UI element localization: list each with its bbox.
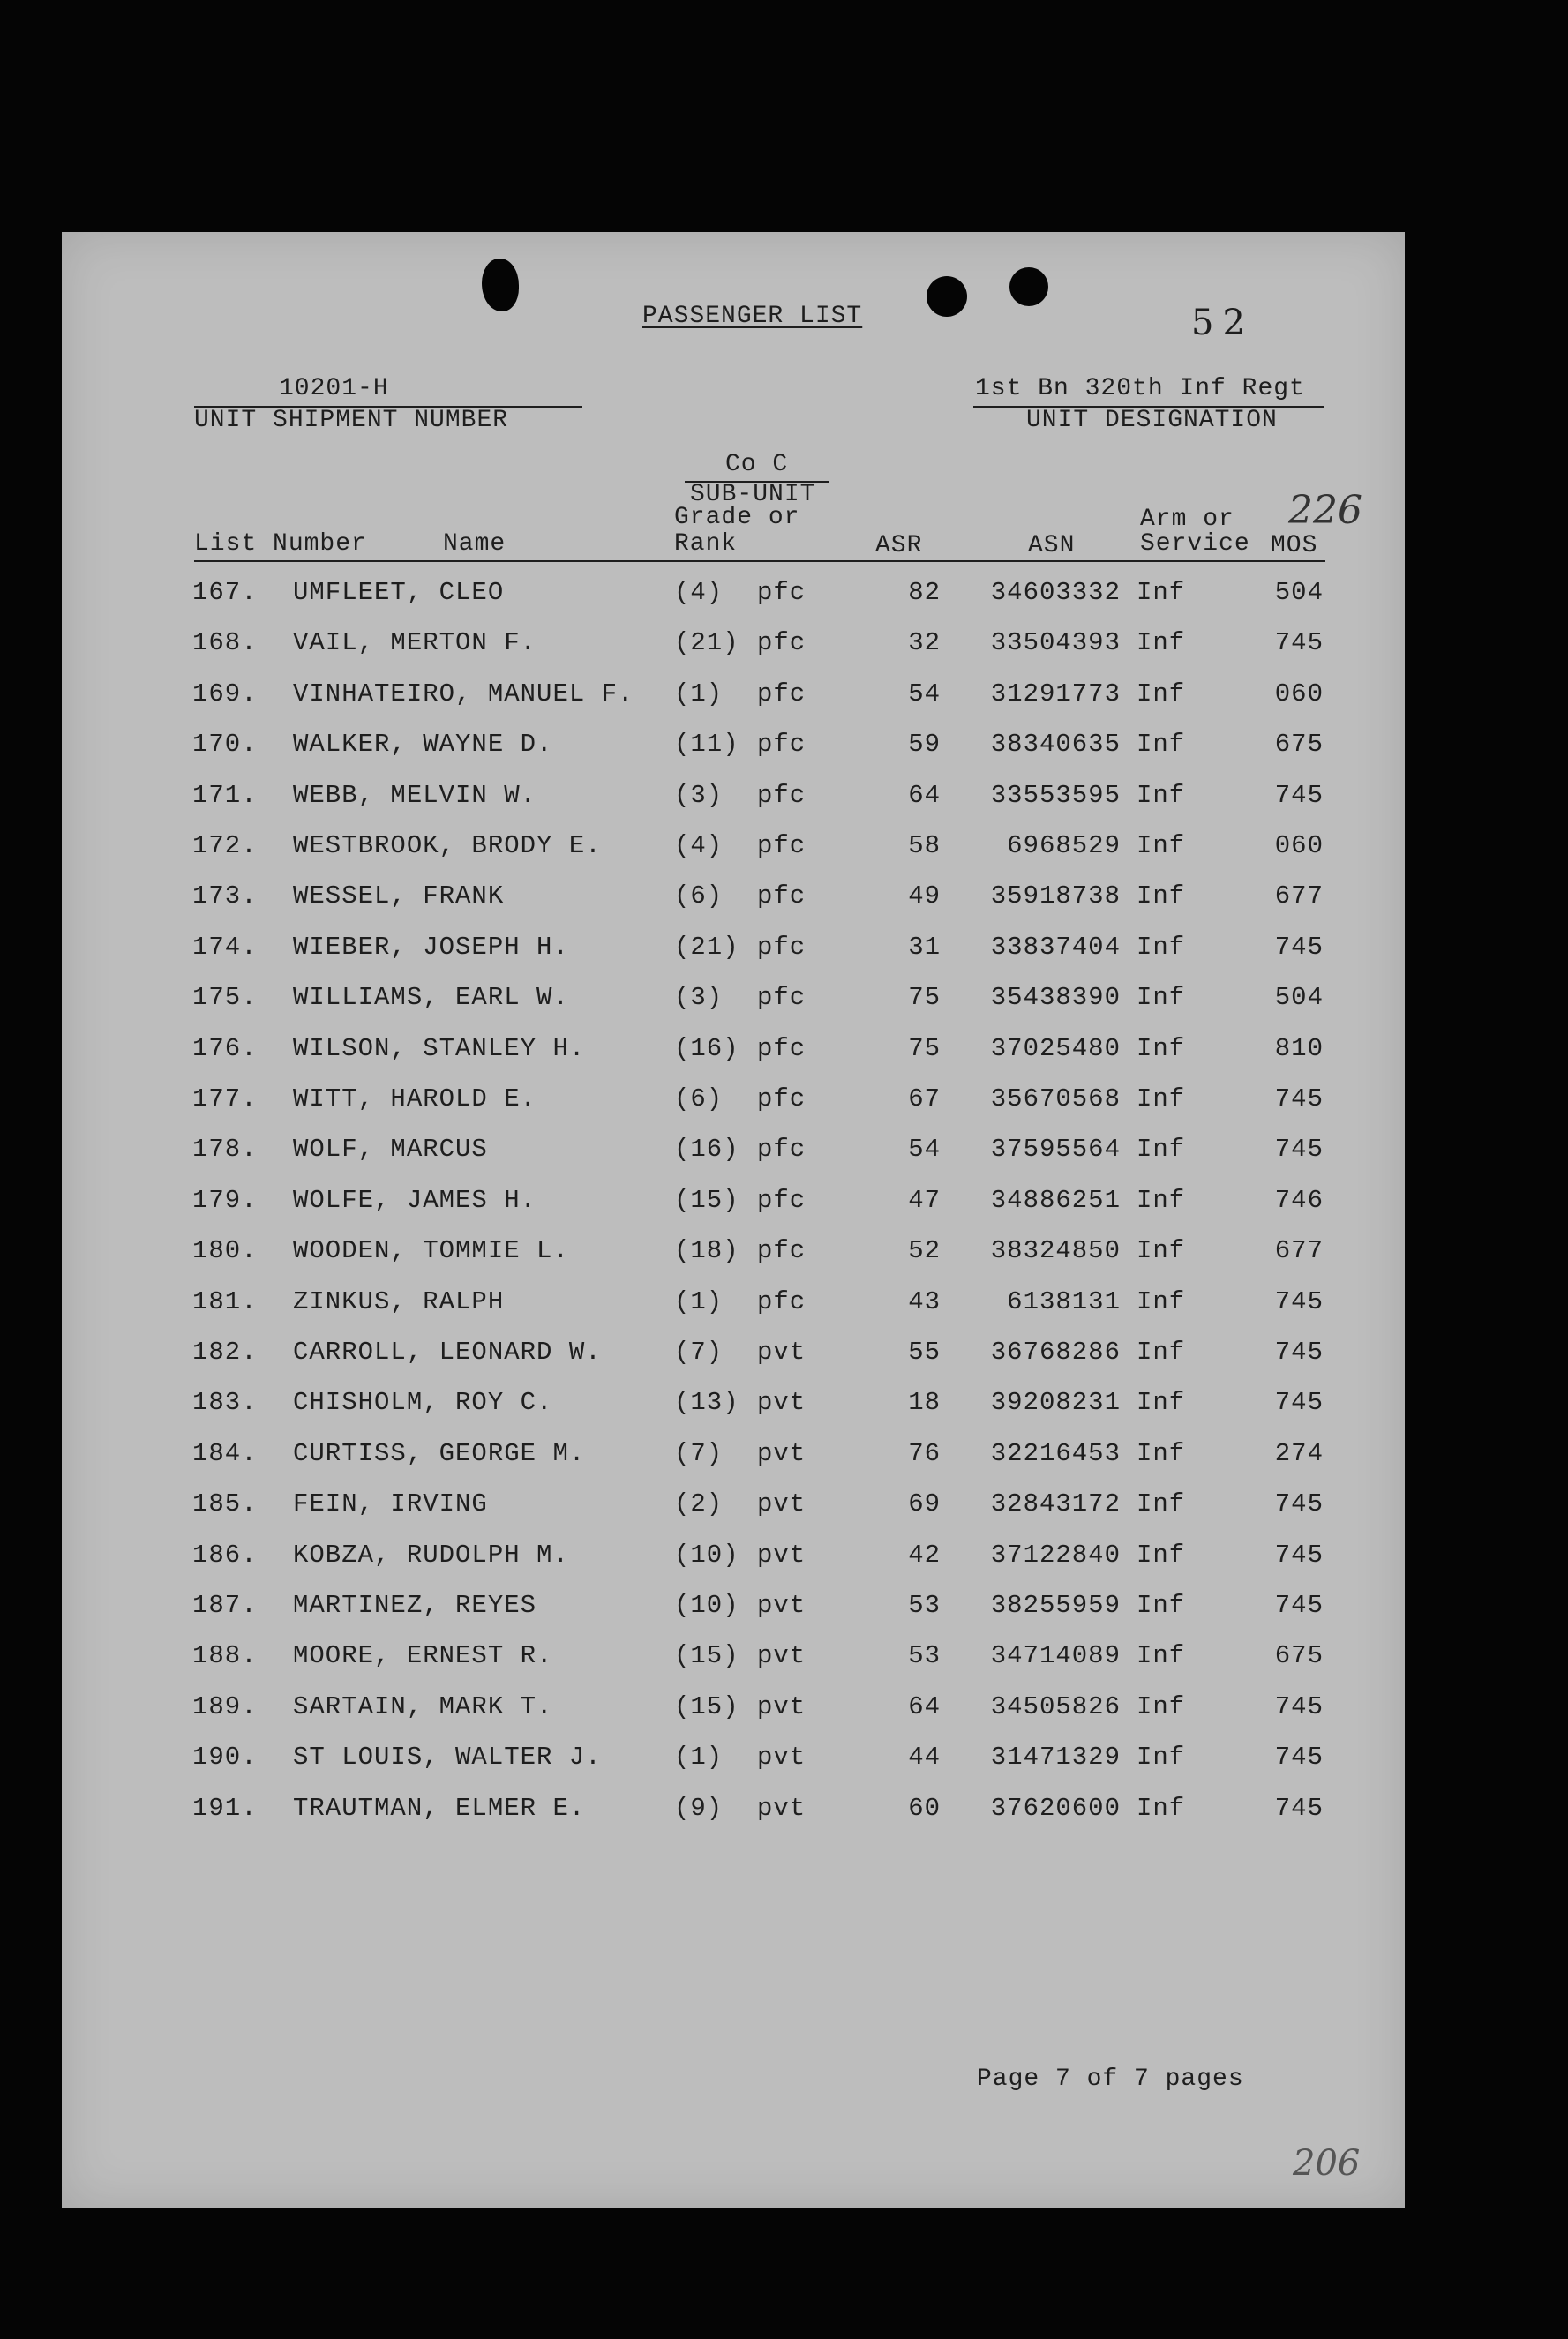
asn-value: 35918738 (990, 881, 1121, 911)
list-number: 184. (192, 1438, 258, 1468)
list-number: 167. (192, 578, 258, 607)
rank: pfc (757, 831, 807, 860)
asn-value: 37122840 (990, 1540, 1121, 1570)
asn-value: 33837404 (990, 932, 1121, 962)
rank: pfc (757, 932, 807, 962)
rank: pfc (757, 1033, 807, 1063)
asr-value: 75 (908, 1033, 941, 1063)
grade-code: (6) (674, 881, 724, 911)
mos-code: 745 (1274, 1338, 1324, 1367)
list-number: 172. (192, 831, 258, 860)
passenger-name: WESSEL, FRANK (293, 881, 505, 911)
handwritten-number: 206 (1293, 2143, 1361, 2184)
table-row (62, 983, 1405, 1034)
asr-value: 42 (908, 1540, 941, 1570)
grade-code: (7) (674, 1338, 724, 1367)
rank: pfc (757, 983, 807, 1013)
passenger-name: TRAUTMAN, ELMER E. (293, 1793, 586, 1823)
grade-code: (1) (674, 1743, 724, 1773)
asr-value: 54 (908, 678, 941, 708)
table-row (62, 1439, 1405, 1490)
asn-value: 6138131 (1007, 1286, 1121, 1316)
mos-code: 745 (1274, 780, 1324, 810)
rank: pvt (757, 1540, 807, 1570)
table-row (62, 1489, 1405, 1541)
asr-value: 53 (908, 1641, 941, 1671)
arm-service: Inf (1137, 1489, 1186, 1519)
arm-service: Inf (1137, 1338, 1186, 1367)
arm-service: Inf (1137, 881, 1186, 911)
asr-value: 64 (908, 780, 941, 810)
asn-value: 33553595 (990, 780, 1121, 810)
column-header-rule (194, 560, 1325, 562)
asn-value: 35438390 (990, 983, 1121, 1013)
passenger-name: ZINKUS, RALPH (293, 1286, 505, 1316)
asr-value: 60 (908, 1793, 941, 1823)
asn-value: 34505826 (990, 1691, 1121, 1721)
list-number: 174. (192, 932, 258, 962)
arm-service: Inf (1137, 1540, 1186, 1570)
asr-value: 69 (908, 1489, 941, 1519)
list-number: 169. (192, 678, 258, 708)
grade-code: (15) (674, 1185, 739, 1215)
list-number: 187. (192, 1591, 258, 1620)
rank: pfc (757, 780, 807, 810)
mos-code: 675 (1274, 1641, 1324, 1671)
table-row (62, 1641, 1405, 1692)
document-title: PASSENGER LIST (642, 303, 863, 330)
mos-code: 745 (1274, 1540, 1324, 1570)
table-row (62, 881, 1405, 933)
mos-code: 060 (1274, 831, 1324, 860)
arm-service: Inf (1137, 1591, 1186, 1620)
asr-value: 76 (908, 1438, 941, 1468)
table-row (62, 1135, 1405, 1186)
asn-value: 38340635 (990, 730, 1121, 760)
grade-code: (21) (674, 628, 739, 658)
list-number: 186. (192, 1540, 258, 1570)
handwritten-count: 226 (1288, 488, 1362, 533)
table-row (62, 1084, 1405, 1136)
asr-value: 75 (908, 983, 941, 1013)
arm-service: Inf (1137, 730, 1186, 760)
passenger-name: FEIN, IRVING (293, 1489, 488, 1519)
arm-service: Inf (1137, 1286, 1186, 1316)
asr-value: 44 (908, 1743, 941, 1773)
passenger-name: WOLF, MARCUS (293, 1135, 488, 1165)
passenger-name: MARTINEZ, REYES (293, 1591, 537, 1620)
grade-code: (1) (674, 678, 724, 708)
grade-code: (13) (674, 1388, 739, 1418)
mos-code: 746 (1274, 1185, 1324, 1215)
asn-value: 34603332 (990, 578, 1121, 607)
mos-code: 745 (1274, 1286, 1324, 1316)
rank: pfc (757, 1236, 807, 1266)
asr-value: 49 (908, 881, 941, 911)
column-header-arm-top: Arm or (1140, 506, 1234, 533)
arm-service: Inf (1137, 831, 1186, 860)
list-number: 180. (192, 1236, 258, 1266)
arm-service: Inf (1137, 1388, 1186, 1418)
rank: pfc (757, 1286, 807, 1316)
asr-value: 82 (908, 578, 941, 607)
passenger-name: KOBZA, RUDOLPH M. (293, 1540, 569, 1570)
asr-value: 55 (908, 1338, 941, 1367)
unit-designation-label: UNIT DESIGNATION (1026, 407, 1278, 434)
rank: pvt (757, 1388, 807, 1418)
column-header-name: Name (443, 530, 506, 558)
grade-code: (15) (674, 1641, 739, 1671)
rank: pvt (757, 1641, 807, 1671)
asn-value: 31291773 (990, 678, 1121, 708)
mos-code: 677 (1274, 1236, 1324, 1266)
asr-value: 52 (908, 1236, 941, 1266)
mos-code: 274 (1274, 1438, 1324, 1468)
list-number: 173. (192, 881, 258, 911)
asn-value: 32843172 (990, 1489, 1121, 1519)
rank: pvt (757, 1438, 807, 1468)
rank: pvt (757, 1591, 807, 1620)
shipment-number: 10201-H (279, 375, 389, 402)
asn-value: 31471329 (990, 1743, 1121, 1773)
passenger-name: UMFLEET, CLEO (293, 578, 505, 607)
column-header-list-number: List Number (194, 530, 367, 558)
table-row (62, 1541, 1405, 1592)
grade-code: (15) (674, 1691, 739, 1721)
rank: pvt (757, 1743, 807, 1773)
arm-service: Inf (1137, 1135, 1186, 1165)
list-number: 185. (192, 1489, 258, 1519)
asr-value: 64 (908, 1691, 941, 1721)
table-row (62, 1692, 1405, 1743)
passenger-name: WILSON, STANLEY H. (293, 1033, 586, 1063)
arm-service: Inf (1137, 1438, 1186, 1468)
list-number: 181. (192, 1286, 258, 1316)
table-row (62, 1743, 1405, 1794)
arm-service: Inf (1137, 1641, 1186, 1671)
rank: pfc (757, 881, 807, 911)
rank: pvt (757, 1793, 807, 1823)
rank: pvt (757, 1489, 807, 1519)
list-number: 190. (192, 1743, 258, 1773)
mos-code: 504 (1274, 983, 1324, 1013)
arm-service: Inf (1137, 1743, 1186, 1773)
sub-unit-value: Co C (725, 451, 789, 478)
sub-unit-label: SUB-UNIT (690, 481, 816, 508)
grade-code: (21) (674, 932, 739, 962)
grade-code: (4) (674, 578, 724, 607)
asn-value: 34714089 (990, 1641, 1121, 1671)
mos-code: 504 (1274, 578, 1324, 607)
passenger-name: WEBB, MELVIN W. (293, 780, 537, 810)
page-stamp-number: 52 (1191, 303, 1254, 343)
asr-value: 58 (908, 831, 941, 860)
asn-value: 37620600 (990, 1793, 1121, 1823)
arm-service: Inf (1137, 1236, 1186, 1266)
asr-value: 43 (908, 1286, 941, 1316)
table-row (62, 578, 1405, 629)
asr-value: 31 (908, 932, 941, 962)
grade-code: (10) (674, 1591, 739, 1620)
shipment-number-label: UNIT SHIPMENT NUMBER (194, 407, 509, 434)
grade-code: (3) (674, 780, 724, 810)
asn-value: 32216453 (990, 1438, 1121, 1468)
column-header-asn: ASN (1028, 532, 1076, 559)
mos-code: 745 (1274, 628, 1324, 658)
passenger-name: MOORE, ERNEST R. (293, 1641, 553, 1671)
asr-value: 18 (908, 1388, 941, 1418)
arm-service: Inf (1137, 780, 1186, 810)
arm-service: Inf (1137, 578, 1186, 607)
arm-service: Inf (1137, 1793, 1186, 1823)
grade-code: (18) (674, 1236, 739, 1266)
passenger-name: SARTAIN, MARK T. (293, 1691, 553, 1721)
table-row (62, 679, 1405, 731)
mos-code: 745 (1274, 1793, 1324, 1823)
asn-value: 37025480 (990, 1033, 1121, 1063)
grade-code: (16) (674, 1135, 739, 1165)
passenger-name: CURTISS, GEORGE M. (293, 1438, 586, 1468)
list-number: 170. (192, 730, 258, 760)
table-row (62, 831, 1405, 882)
mos-code: 745 (1274, 1489, 1324, 1519)
grade-code: (1) (674, 1286, 724, 1316)
asn-value: 37595564 (990, 1135, 1121, 1165)
rank: pfc (757, 578, 807, 607)
passenger-name: WOODEN, TOMMIE L. (293, 1236, 569, 1266)
arm-service: Inf (1137, 932, 1186, 962)
passenger-name: WALKER, WAYNE D. (293, 730, 553, 760)
mos-code: 745 (1274, 1084, 1324, 1113)
asr-value: 67 (908, 1084, 941, 1113)
list-number: 176. (192, 1033, 258, 1063)
column-header-grade-bottom: Rank (674, 530, 738, 558)
rank: pfc (757, 730, 807, 760)
grade-code: (11) (674, 730, 739, 760)
rank: pfc (757, 1185, 807, 1215)
asr-value: 54 (908, 1135, 941, 1165)
asn-value: 34886251 (990, 1185, 1121, 1215)
punch-hole-right (1009, 267, 1048, 306)
list-number: 177. (192, 1084, 258, 1113)
arm-service: Inf (1137, 1084, 1186, 1113)
list-number: 171. (192, 780, 258, 810)
rank: pvt (757, 1338, 807, 1367)
list-number: 188. (192, 1641, 258, 1671)
arm-service: Inf (1137, 1033, 1186, 1063)
table-row (62, 628, 1405, 679)
table-row (62, 1034, 1405, 1085)
grade-code: (4) (674, 831, 724, 860)
column-header-arm-bottom: Service (1140, 530, 1250, 558)
table-row (62, 1287, 1405, 1338)
mos-code: 745 (1274, 1691, 1324, 1721)
table-row (62, 1236, 1405, 1287)
list-number: 175. (192, 983, 258, 1013)
arm-service: Inf (1137, 678, 1186, 708)
asn-value: 33504393 (990, 628, 1121, 658)
punch-hole-left (482, 259, 519, 311)
rank: pfc (757, 678, 807, 708)
arm-service: Inf (1137, 628, 1186, 658)
table-row (62, 730, 1405, 781)
passenger-name: CARROLL, LEONARD W. (293, 1338, 602, 1367)
table-row (62, 1388, 1405, 1439)
list-number: 168. (192, 628, 258, 658)
column-header-grade-top: Grade or (674, 504, 800, 531)
rank: pfc (757, 628, 807, 658)
mos-code: 745 (1274, 932, 1324, 962)
grade-code: (6) (674, 1084, 724, 1113)
mos-code: 745 (1274, 1388, 1324, 1418)
list-number: 191. (192, 1793, 258, 1823)
arm-service: Inf (1137, 1691, 1186, 1721)
grade-code: (2) (674, 1489, 724, 1519)
mos-code: 675 (1274, 730, 1324, 760)
grade-code: (7) (674, 1438, 724, 1468)
column-header-mos: MOS (1271, 532, 1318, 559)
asn-value: 35670568 (990, 1084, 1121, 1113)
asr-value: 53 (908, 1591, 941, 1620)
passenger-name: WESTBROOK, BRODY E. (293, 831, 602, 860)
list-number: 183. (192, 1388, 258, 1418)
grade-code: (9) (674, 1793, 724, 1823)
asn-value: 38255959 (990, 1591, 1121, 1620)
grade-code: (16) (674, 1033, 739, 1063)
mos-code: 745 (1274, 1591, 1324, 1620)
unit-designation: 1st Bn 320th Inf Regt (975, 375, 1305, 402)
passenger-name: WOLFE, JAMES H. (293, 1185, 537, 1215)
document-sheet (62, 232, 1405, 2208)
mos-code: 060 (1274, 678, 1324, 708)
list-number: 178. (192, 1135, 258, 1165)
mos-code: 745 (1274, 1743, 1324, 1773)
passenger-name: VAIL, MERTON F. (293, 628, 537, 658)
mos-code: 677 (1274, 881, 1324, 911)
column-header-asr: ASR (875, 532, 923, 559)
asr-value: 32 (908, 628, 941, 658)
page-info: Page 7 of 7 pages (977, 2065, 1244, 2093)
passenger-name: WIEBER, JOSEPH H. (293, 932, 569, 962)
rank: pfc (757, 1135, 807, 1165)
asn-value: 38324850 (990, 1236, 1121, 1266)
asr-value: 47 (908, 1185, 941, 1215)
passenger-name: ST LOUIS, WALTER J. (293, 1743, 602, 1773)
table-row (62, 781, 1405, 832)
table-row (62, 1591, 1405, 1642)
table-row (62, 1338, 1405, 1389)
punch-hole-center (927, 276, 967, 317)
passenger-name: CHISHOLM, ROY C. (293, 1388, 553, 1418)
grade-code: (3) (674, 983, 724, 1013)
passenger-name: WITT, HAROLD E. (293, 1084, 537, 1113)
rank: pvt (757, 1691, 807, 1721)
asr-value: 59 (908, 730, 941, 760)
asn-value: 36768286 (990, 1338, 1121, 1367)
list-number: 179. (192, 1185, 258, 1215)
table-row (62, 933, 1405, 984)
passenger-name: VINHATEIRO, MANUEL F. (293, 678, 634, 708)
mos-code: 810 (1274, 1033, 1324, 1063)
rank: pfc (757, 1084, 807, 1113)
grade-code: (10) (674, 1540, 739, 1570)
mos-code: 745 (1274, 1135, 1324, 1165)
arm-service: Inf (1137, 1185, 1186, 1215)
list-number: 182. (192, 1338, 258, 1367)
list-number: 189. (192, 1691, 258, 1721)
passenger-name: WILLIAMS, EARL W. (293, 983, 569, 1013)
table-row (62, 1186, 1405, 1237)
asn-value: 39208231 (990, 1388, 1121, 1418)
asn-value: 6968529 (1007, 831, 1121, 860)
table-row (62, 1794, 1405, 1845)
arm-service: Inf (1137, 983, 1186, 1013)
